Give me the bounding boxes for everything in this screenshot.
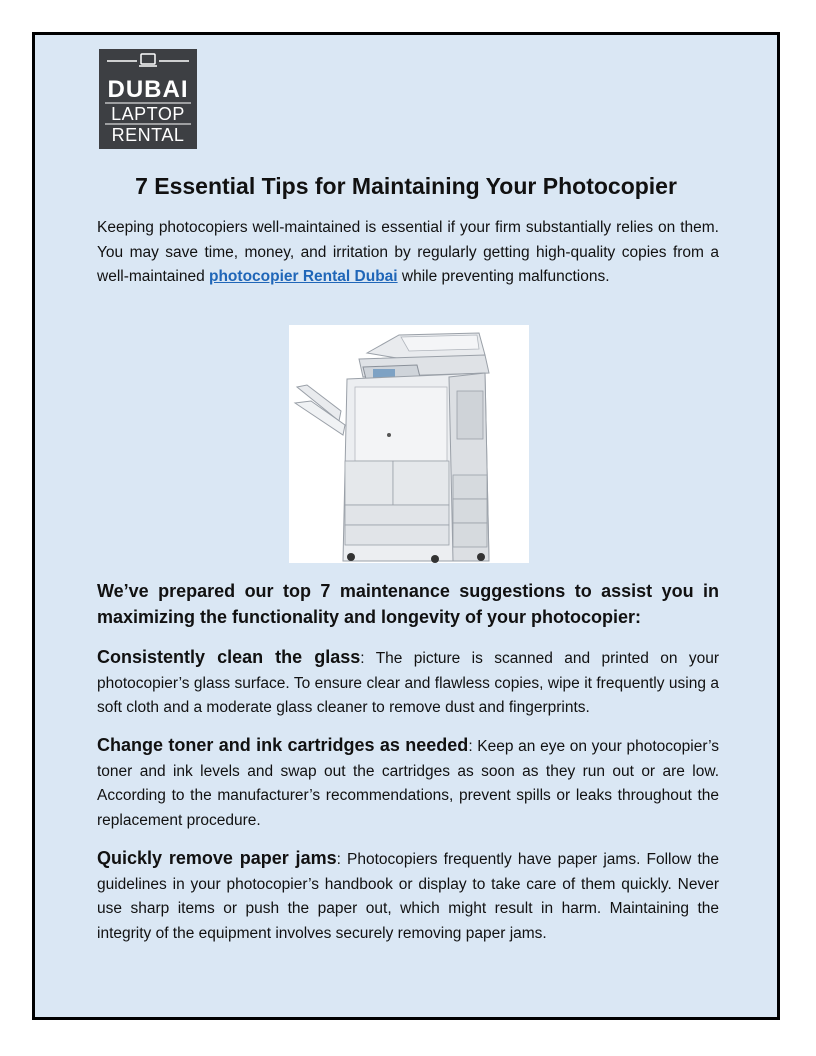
tip-1-term: Consistently clean the glass bbox=[97, 647, 361, 667]
tip-3-term: Quickly remove paper jams bbox=[97, 848, 337, 868]
tip-3 bbox=[97, 846, 719, 946]
company-logo[interactable] bbox=[99, 49, 197, 149]
tip-3-body: : Photocopiers frequently have paper jams. Follow the guidelines in your photocopier’s handbook or display to take care of them quickly. Never use sharp items or push the paper out, which might result in harm. Maintaining the integrity of the equipment involves securely removing paper jams. bbox=[97, 851, 719, 942]
logo-line-dubai: DUBAI bbox=[107, 76, 189, 103]
photocopier-rental-link[interactable]: photocopier Rental Dubai bbox=[209, 268, 398, 285]
logo-line-laptop: LAPTOP bbox=[111, 104, 185, 124]
intro-text-before: Keeping photocopiers well-maintained is essential if your firm substantially relies on them. You may save time, money, and irritation by regularly getting high-quality copies from a well-maintained bbox=[97, 219, 719, 285]
intro-paragraph bbox=[97, 216, 719, 290]
tip-1 bbox=[97, 645, 719, 721]
suggestions-heading: We’ve prepared our top 7 maintenance suggestions to assist you in maximizing the functionality and longevity of your photocopier: bbox=[97, 581, 719, 627]
tip-1-body: : The picture is scanned and printed on your photocopier’s glass surface. To ensure clear and flawless copies, wipe it frequently using a soft cloth and a moderate glass cleaner to remove dust and fingerprints. bbox=[97, 650, 720, 716]
tip-2-body: : Keep an eye on your photocopier’s toner and ink levels and swap out the cartridges as soon as they run out or are low. According to the manufacturer’s recommendations, prevent spills or leaks throughout the replacement procedure. bbox=[97, 738, 719, 829]
intro-text-after: while preventing malfunctions. bbox=[397, 268, 610, 285]
page-frame bbox=[32, 32, 780, 1020]
article-title: 7 Essential Tips for Maintaining Your Photocopier bbox=[135, 173, 677, 199]
logo-line-rental: RENTAL bbox=[111, 125, 185, 145]
photocopier-image bbox=[289, 325, 529, 563]
photocopier-illustration bbox=[289, 325, 529, 563]
tip-2 bbox=[97, 733, 719, 833]
tip-2-term: Change toner and ink cartridges as needed bbox=[97, 735, 469, 755]
